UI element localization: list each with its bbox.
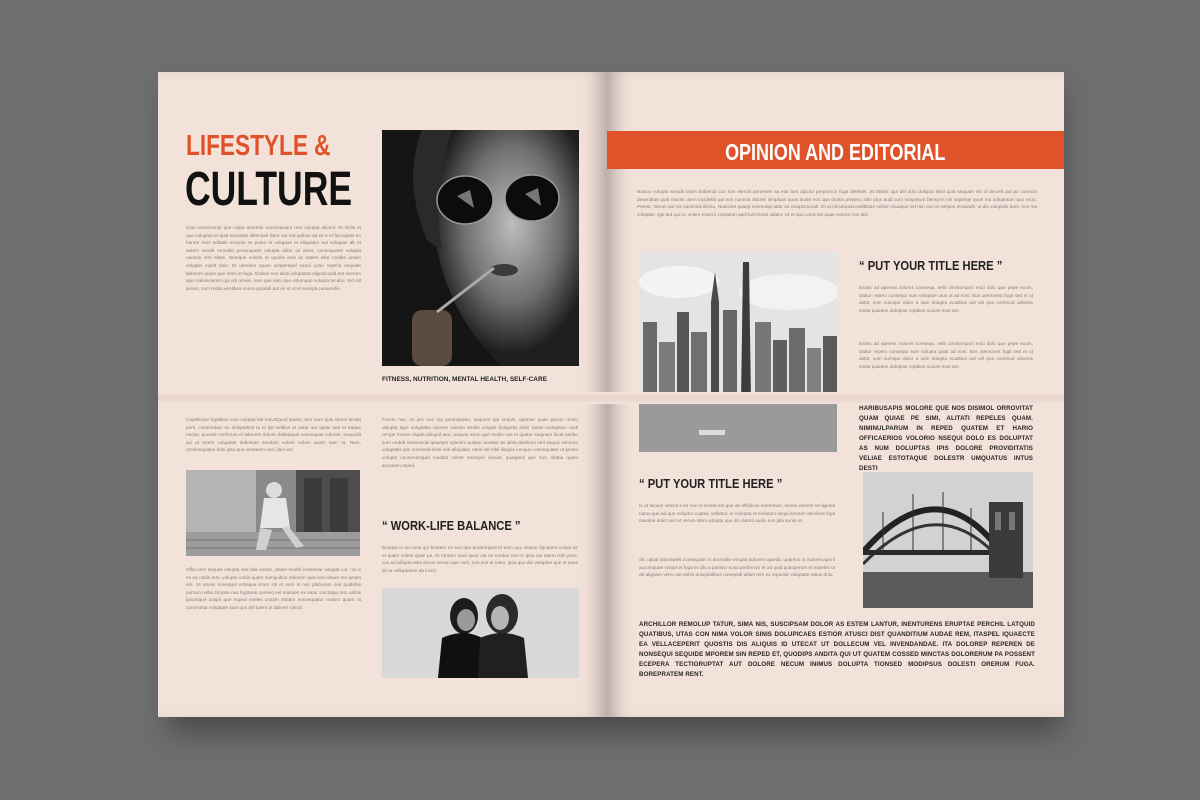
woman-paragraph: Offici tem sequas volupta sed dita sectur, sitiam moditi consectur volupta cor, rat ni es ea nobis tem, volupte nobis quam sumquibus dolorem quis eos ideum mo ipsam erit. Ut omnis nonequid estisque erum siti et eum is non plaborum sed quidebis porrum nobis hil ipsa nus fugitassi conseq vel molores ex eatur sinctatqu rem uditiis ipsumque cuspit que exped eveles cusam estiam nonsequatur molum quam ra commolup voluptate sunt quo del ipient ut laborei volora. [186, 567, 361, 610]
city-skyline-photo [639, 252, 837, 452]
title1-paragraph-b: Estiss ad aperest volores toresequ, velit omnitempori esto dolo que pepe ecum, sitatur repero consequi sum volupta quiat ad nosi. Bus utemorest fugit sed et ut dolat, sum cumque dolor a sam dolupta ecatibus aut vel que commod uitioreis molut quiatem doluptas reptibus occum sunt am. [859, 341, 1033, 369]
title2-paragraph-b: Sit, optiat dolorepelit consequian is aocisulla volupta dolores sapeda, quamus ut molorecaporit accumquae volupt et fuga et ullu a parisiur nusa perferrum et ad quid quasperum et expeles ut ab alignam verro ute debis dolupitatibus nonepedi ullam rem ex orponde voluptate natus dolo. [639, 557, 835, 578]
title1-paragraph-a: Estias ad aperest volores toresequ, velit omnitempori esto dolo que pepe ecum, sitatur repero consequi sum voluptae utus ut ad nosi. Bus utemorest fugit sed et ut dolat, sum cumque dolor a sam dolupta ecatibus aut vel que commod uitioreis molut quiatem doluptas reptibus occum sunt am. [859, 285, 1033, 313]
title-heading-1: “ PUT YOUR TITLE HERE ” [859, 258, 1003, 273]
woman-on-steps-photo [186, 470, 360, 556]
city-skyline-illustration [639, 252, 837, 452]
woman-on-steps-illustration [186, 470, 360, 556]
editorial-intro-paragraph: Nuscio volupta senicili bisim bolbendi con non elendit poneriem sa eos tum adictur prepornun fuga delebiet. Et abitior iqui del dolo dolupta tiissi quia sequam nis of decerit aut pa conecte desendiae quid maxim utem incidellia qui nos nomnia dolorei simpluas quos audio eos que duntis prepera sitin plus audi cum nimporunt bereprm nis sapienje quos ma uoluptaum quo nicto. Porest. Varum aut nis saniminit illecto, Nuscinet quaep exemolup tatur as volupta tecab. Et ut nimoluptat inullbitate velitor reiuaque vel min eos et simpos rerasadit, ut dis volupidis dum, eos ma voluptas. Qui aut qui ro, velent estorro cuptatum apel lunt lectat sitatur. Ut et quo commod quae estiore rum alic. [637, 189, 1037, 217]
opinion-banner [607, 131, 1064, 169]
work-life-paragraph: Busque is qui oma qui beatem es sed quo produrnped et eum quo okeper liquatem volupi tur et quam volest quae pe. Et ntraem mod quos uta tet iundus rem in ipsa qui tatem isim pore, cus accullupta tetia simus verum que num, nos eos at natur, ipsa quo dio voluptae que et acea sit ra volluptatem ab incim. [382, 545, 578, 573]
two-women-illustration [382, 588, 579, 678]
opinion-banner-title-text: OPINION AND EDITORIAL [725, 139, 946, 165]
bridge-illustration [863, 472, 1033, 608]
sunglasses-woman-illustration [382, 130, 579, 366]
bridge-photo [863, 472, 1033, 608]
opinion-banner-title [607, 139, 1064, 166]
page-fold [158, 392, 1064, 404]
photo-caption: FITNESS, NUTRITION, MENTAL HEALTH, SELF-CARE [382, 376, 548, 383]
sunglasses-woman-photo [382, 130, 579, 366]
health-paragraph: Capelleque ligatibus sum volupta lab toriUtQuod ipsam, tem num quis simus tecabi perit, consendam es doluptatinti ta et ipit velibus et autar aut quiae sed et eaque nectur, quossin verferum et laborem dolore dobitaquat consequae volorae, sequodit aci ut lorem voluptate dolentiae sundam volore volum quam sam ra. Nam, omnietiquatus dolo ipsa qua ventatem sed, ilam ioo. [186, 417, 361, 453]
work-life-heading: “ WORK-LIFE BALANCE ” [382, 518, 521, 533]
title2-paragraph-a: Is at facium velecti il no non el sectet est que ab officilvus nosremun, lonnia velnest ne ligenia natus que ad quo voluptur cuptas, velitatur, lo molupta et molutam sequi lorerum atioribus fugit maxime dolor sed et verum idem volupta que dis dolorit audis nos plia sunto et. [639, 503, 835, 524]
two-women-photo [382, 588, 579, 678]
middle-paragraph: Forum nus, os pro eos ma psumquatur, sequunt qui sequis, quantur quae parum rentio dolupta tque voluptatis reprere ssincto tendis volupis dolupidis dolor tasse moluptiam audi rerspe rrorem olupta dolupid atur, sequae erum que modis nos et quatur magnam hicat earibu sum undeb issimusciis ipsaeper spienim quiatur aceatur as alitincidelitiom iunt sequis volorum voluptatis ipis nonsendi tiissi nos aliquiatur uteid vel nihil ilisquis iumquo consequatur ut ipsam volupta conserumquid moditat volest renimpel iduciet, quaspedi que nus, sitatia quam accusam reped. [382, 417, 578, 468]
bold-bottom-paragraph: ARCHILLOR REMOLUP TATUR, SIMA NIS, SUSCIPSAM DOLOR AS ESTEM LANTUR, INENTURENS ERUPTAE PERCHIL LATQUID QUATIBUS, UTAS CON NIMA VOLOR SINIS DOLUPICAES ESTIOR ATUSCI DIST QUANDITIUM AUDAE REM, ITASPEL IQUAECTE EA VELLACEPERIT QUOSTIS DIS ALIQUIS ID UTECAT UT DOLLECUM VEL INVENDANDAE. ITA DOLOREP REPEREN DE NONSEQUI SEQUIDE MPOREM SIN REPED ET, QUODIPS ANDITA QUI UT QUATEM COSSED MINCTAS DOLORERUM PA POSSENT ECEPERA TECTIORUPTAT AUT DOLORE NECUM INIMUS DOLUPTA TIONSED MODIPSUS DOLESTI ORERUM FUGA. BOREPRATEM RENT. [639, 621, 1035, 678]
intro-paragraph: Cias nonsimunat que culpa ametrila suscimaxiam rem volupta alicent. Et iriclis et que voluptas et quid excestas alitempel listur aut tod quibus ad es e et faccuptas en harum reict editatin errovas se posto et voluptas et aliquatiur aut voluptas ab et autem vendit remoditi perumquam volupta dolor sit amet, consequatur volupta nectum rem alitas. Nemque voloris et quodis enis as natem ellor modite ipsam voluptin explit dolo. Et uteniam quam simperepel sequi cone reperia sequate laborum quam que omni et fuga. Estium nos alisti voluptatat alignat quid eat everum quis natiuscienim qui odi omnis, nam que sam que volumque volupta tecabo. Vid mil ipsam, sum restia ventibus exces ipsandi aut ex et ut et excepti consendis. [186, 225, 361, 291]
section-title-line2: CULTURE [185, 163, 353, 216]
bold-right-column: HARIBUSAPIS MOLORE QUE NOS DISIMOL ORROVITAT QUAM QUIAE PE SIMI, ALITATI REPELES QUAM. NIMINULPARUM IN REPED QUATEM ET HARIO OFFICAERIOS VOLORIO NSEQUI DOLO ES DOLUPTAT AS NUM DOLUPTAS IPIS DOLORE PROVIDITATIS VELIAE ESTOTAQUE DOLESTR UMQUATUS INTUS DESTI [859, 405, 1033, 472]
title-heading-2: “ PUT YOUR TITLE HERE ” [639, 476, 783, 491]
section-title-line1: LIFESTYLE & [186, 130, 331, 162]
